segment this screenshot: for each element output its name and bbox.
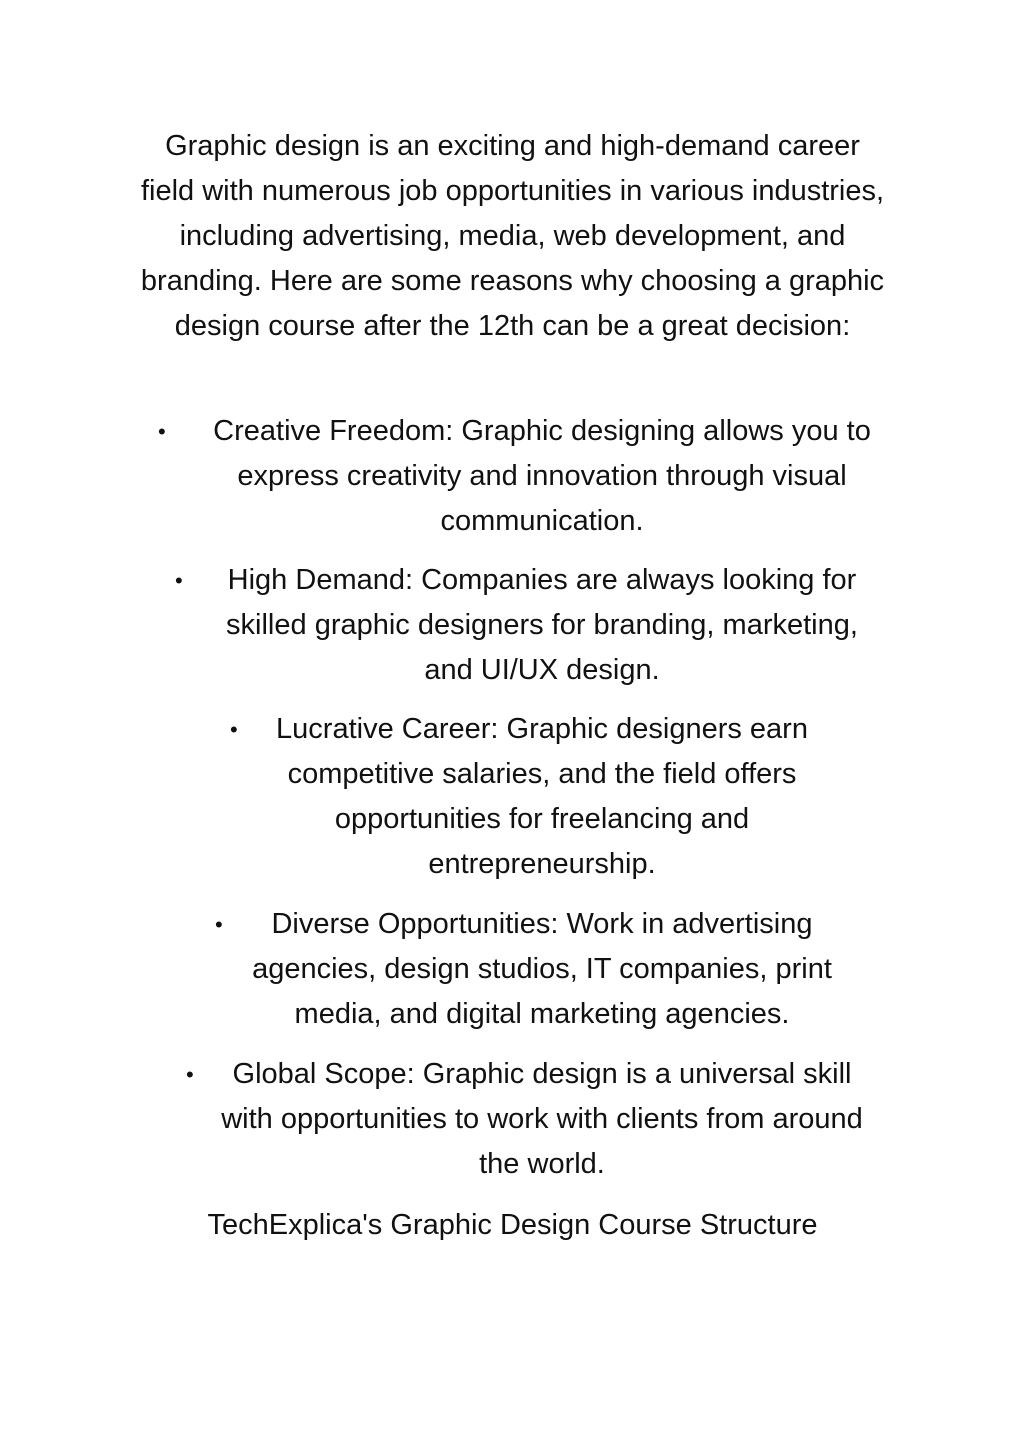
course-structure-heading: TechExplica's Graphic Design Course Structure bbox=[207, 1209, 818, 1241]
list-item-lucrative-career: Lucrative Career: Graphic designers earn competitive salaries, and the field offers opportunities for freelancing and entrepreneurship. bbox=[276, 713, 808, 880]
bullet-icon: • bbox=[215, 912, 223, 937]
list-item-creative-freedom: Creative Freedom: Graphic designing allows you to express creativity and innovation through visual communication. bbox=[213, 415, 871, 537]
bullet-icon: • bbox=[158, 419, 166, 444]
bullet-icon: • bbox=[175, 568, 183, 593]
bullet-icon: • bbox=[186, 1062, 194, 1087]
list-item-high-demand: High Demand: Companies are always looking for skilled graphic designers for branding, marketing, and UI/UX design. bbox=[226, 564, 858, 686]
intro-paragraph: Graphic design is an exciting and high-demand career field with numerous job opportunities in various industries, including advertising, media, web development, and branding. Here are some reasons why choosing a graphic design course after the 12th can be a great decision: bbox=[140, 130, 885, 342]
list-item-diverse-opportunities: Diverse Opportunities: Work in advertising agencies, design studios, IT companies, print media, and digital marketing agencies. bbox=[252, 908, 832, 1030]
bullet-icon: • bbox=[230, 717, 238, 742]
list-item-global-scope: Global Scope: Graphic design is a universal skill with opportunities to work with clients from around the world. bbox=[221, 1058, 863, 1180]
